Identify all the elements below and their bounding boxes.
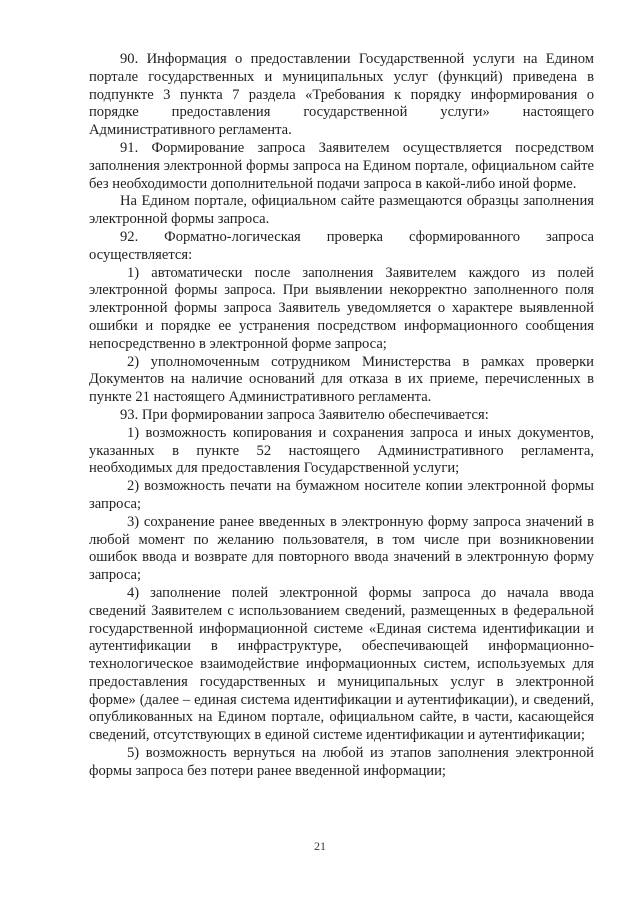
- paragraph-92-item-1: 1) автоматически после заполнения Заявителем каждого из полей электронной формы запроса. При выявлении некорректно заполненного поля электронной формы запроса Заявитель уведомляется о характере выявленной ошибки и порядке ее устранения посредством информационного сообщения непосредственно в электронной форме запроса;: [89, 264, 594, 352]
- paragraph-91-samples: На Едином портале, официальном сайте размещаются образцы заполнения электронной формы запроса.: [89, 193, 594, 228]
- paragraph-93: 93. При формировании запроса Заявителю обеспечивается:: [120, 406, 489, 423]
- paragraph-91: 91. Формирование запроса Заявителем осуществляется посредством заполнения электронной формы запроса на Едином портале, официальном сайте без необходимости дополнительной подачи запроса в какой-либо иной форме.: [89, 139, 594, 192]
- paragraph-93-item-3: 3) сохранение ранее введенных в электронную форму запроса значений в любой момент по желанию пользователя, в том числе при возникновении ошибок ввода и возврате для повторного ввода значений в электронную форму запроса;: [89, 513, 594, 584]
- paragraph-92-item-2: 2) уполномоченным сотрудником Министерства в рамках проверки Документов на наличие оснований для отказа в их приеме, перечисленных в пункте 21 настоящего Административного регламента.: [89, 353, 594, 406]
- paragraph-93-item-5: 5) возможность вернуться на любой из этапов заполнения электронной формы запроса без потери ранее введенной информации;: [89, 745, 594, 779]
- paragraph-90: 90. Информация о предоставлении Государственной услуги на Едином портале государственных и муниципальных услуг (функций) приведена в подпункте 3 пункта 7 раздела «Требования к порядку информирования о порядке предоставления государственной услуги» настоящего Административного регламента.: [89, 51, 594, 139]
- paragraph-93-item-4: 4) заполнение полей электронной формы запроса до начала ввода сведений Заявителем с использованием сведений, размещенных в федеральной государственной информационной системе «Единая система идентификации и аутентификации в инфраструктуре, обеспечивающей информационно-технологическое взаимодействие информационных систем, используемых для предоставления государственных и муниципальных услуг в электронной форме» (далее – единая система идентификации и аутентификации), и сведений, опубликованных на Едином портале, официальном сайте, в части, касающейся сведений, отсутствующих в единой системе идентификации и аутентификации;: [89, 584, 594, 744]
- page-number: 21: [314, 839, 326, 853]
- paragraph-92: 92. Форматно-логическая проверка сформированного запроса осуществляется:: [89, 228, 594, 263]
- paragraph-93-item-1: 1) возможность копирования и сохранения запроса и иных документов, указанных в пункте 52 настоящего Административного регламента, необходимых для предоставления Государственной услуги;: [89, 424, 594, 477]
- document-body: [89, 51, 594, 781]
- paragraph-93-item-2: 2) возможность печати на бумажном носителе копии электронной формы запроса;: [89, 478, 594, 512]
